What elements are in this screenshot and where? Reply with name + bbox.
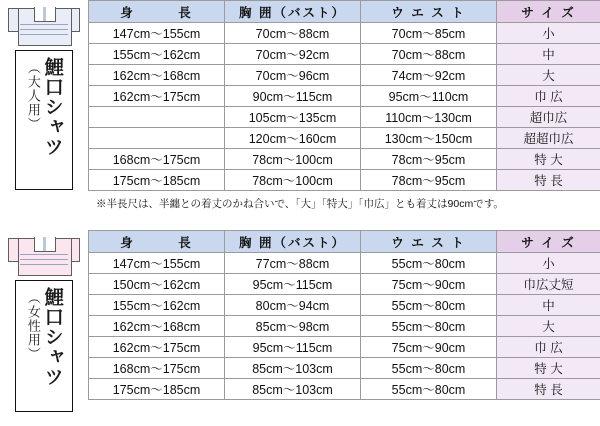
cell-bust: 70cm～96cm <box>225 65 361 86</box>
table-row <box>89 170 600 191</box>
womens-label-column <box>0 230 88 412</box>
cell-height: 162cm～168cm <box>89 65 225 86</box>
table-header-row <box>89 231 600 253</box>
mens-title-box <box>15 50 73 190</box>
cell-size: 特 長 <box>497 170 600 191</box>
cell-waist: 78cm～95cm <box>361 170 497 191</box>
cell-waist: 70cm～85cm <box>361 23 497 44</box>
cell-size: 超超巾広 <box>497 128 600 149</box>
col-header-height: 身 長 <box>89 231 225 253</box>
cell-height <box>89 107 225 128</box>
col-header-size: サ イ ズ <box>497 1 600 23</box>
cell-bust: 78cm～100cm <box>225 170 361 191</box>
size-block-mens <box>0 0 600 191</box>
size-block-womens <box>0 230 600 412</box>
col-header-waist: ウ エ ス ト <box>361 231 497 253</box>
table-row <box>89 295 600 316</box>
cell-waist: 55cm～80cm <box>361 379 497 400</box>
womens-size-table <box>88 230 600 400</box>
table-row <box>89 316 600 337</box>
cell-height: 175cm～185cm <box>89 170 225 191</box>
table-row <box>89 86 600 107</box>
mens-size-table <box>88 0 600 191</box>
kimono-shirt-icon-pink <box>12 232 76 276</box>
table-row <box>89 149 600 170</box>
footnote-mens: ※半長尺は、半纏との着丈のかね合いで、「大」「特大」「巾広」とも着丈は90cmです。 <box>96 198 504 210</box>
cell-size: 小 <box>497 253 600 274</box>
table-header-row <box>89 1 600 23</box>
col-header-bust: 胸 囲（バスト） <box>225 1 361 23</box>
cell-waist: 130cm～150cm <box>361 128 497 149</box>
cell-bust: 85cm～98cm <box>225 316 361 337</box>
cell-bust: 78cm～100cm <box>225 149 361 170</box>
cell-height: 162cm～175cm <box>89 86 225 107</box>
cell-bust: 105cm～135cm <box>225 107 361 128</box>
table-row <box>89 128 600 149</box>
cell-height <box>89 128 225 149</box>
table-row <box>89 274 600 295</box>
cell-bust: 80cm～94cm <box>225 295 361 316</box>
cell-height: 162cm～175cm <box>89 337 225 358</box>
cell-height: 147cm～155cm <box>89 253 225 274</box>
cell-size: 中 <box>497 295 600 316</box>
cell-waist: 70cm～88cm <box>361 44 497 65</box>
womens-title-main: 鯉口シャツ <box>41 287 63 387</box>
cell-height: 168cm～175cm <box>89 358 225 379</box>
cell-size: 大 <box>497 316 600 337</box>
table-row <box>89 44 600 65</box>
cell-waist: 55cm～80cm <box>361 295 497 316</box>
mens-title-main: 鯉口シャツ <box>41 57 63 157</box>
table-row <box>89 65 600 86</box>
cell-bust: 95cm～115cm <box>225 274 361 295</box>
womens-title-sub: （女性用） <box>25 291 41 361</box>
table-row <box>89 379 600 400</box>
cell-height: 162cm～168cm <box>89 316 225 337</box>
cell-bust: 120cm～160cm <box>225 128 361 149</box>
cell-size: 特 長 <box>497 379 600 400</box>
cell-waist: 95cm～110cm <box>361 86 497 107</box>
col-header-bust: 胸 囲（バスト） <box>225 231 361 253</box>
cell-height: 155cm～162cm <box>89 44 225 65</box>
table-row <box>89 253 600 274</box>
womens-title-box <box>15 280 73 412</box>
cell-size: 特 大 <box>497 358 600 379</box>
table-row <box>89 337 600 358</box>
mens-label-column <box>0 0 88 190</box>
col-header-waist: ウ エ ス ト <box>361 1 497 23</box>
cell-waist: 55cm～80cm <box>361 316 497 337</box>
cell-size: 大 <box>497 65 600 86</box>
cell-height: 168cm～175cm <box>89 149 225 170</box>
kimono-shirt-icon-blue <box>12 2 76 46</box>
cell-bust: 90cm～115cm <box>225 86 361 107</box>
mens-title-sub: （大人用） <box>25 61 41 131</box>
cell-height: 150cm～162cm <box>89 274 225 295</box>
table-row <box>89 358 600 379</box>
cell-bust: 70cm～88cm <box>225 23 361 44</box>
cell-size: 超巾広 <box>497 107 600 128</box>
cell-size: 小 <box>497 23 600 44</box>
cell-size: 巾 広 <box>497 337 600 358</box>
cell-bust: 85cm～103cm <box>225 358 361 379</box>
cell-waist: 110cm～130cm <box>361 107 497 128</box>
cell-height: 147cm～155cm <box>89 23 225 44</box>
table-row <box>89 23 600 44</box>
cell-bust: 77cm～88cm <box>225 253 361 274</box>
table-row <box>89 107 600 128</box>
cell-bust: 85cm～103cm <box>225 379 361 400</box>
cell-waist: 74cm～92cm <box>361 65 497 86</box>
cell-waist: 78cm～95cm <box>361 149 497 170</box>
cell-waist: 55cm～80cm <box>361 358 497 379</box>
cell-bust: 95cm～115cm <box>225 337 361 358</box>
cell-size: 特 大 <box>497 149 600 170</box>
cell-size: 中 <box>497 44 600 65</box>
cell-bust: 70cm～92cm <box>225 44 361 65</box>
cell-height: 175cm～185cm <box>89 379 225 400</box>
cell-waist: 75cm～90cm <box>361 337 497 358</box>
cell-size: 巾広丈短 <box>497 274 600 295</box>
col-header-size: サ イ ズ <box>497 231 600 253</box>
cell-waist: 75cm～90cm <box>361 274 497 295</box>
col-header-height: 身 長 <box>89 1 225 23</box>
cell-waist: 55cm～80cm <box>361 253 497 274</box>
cell-height: 155cm～162cm <box>89 295 225 316</box>
cell-size: 巾 広 <box>497 86 600 107</box>
